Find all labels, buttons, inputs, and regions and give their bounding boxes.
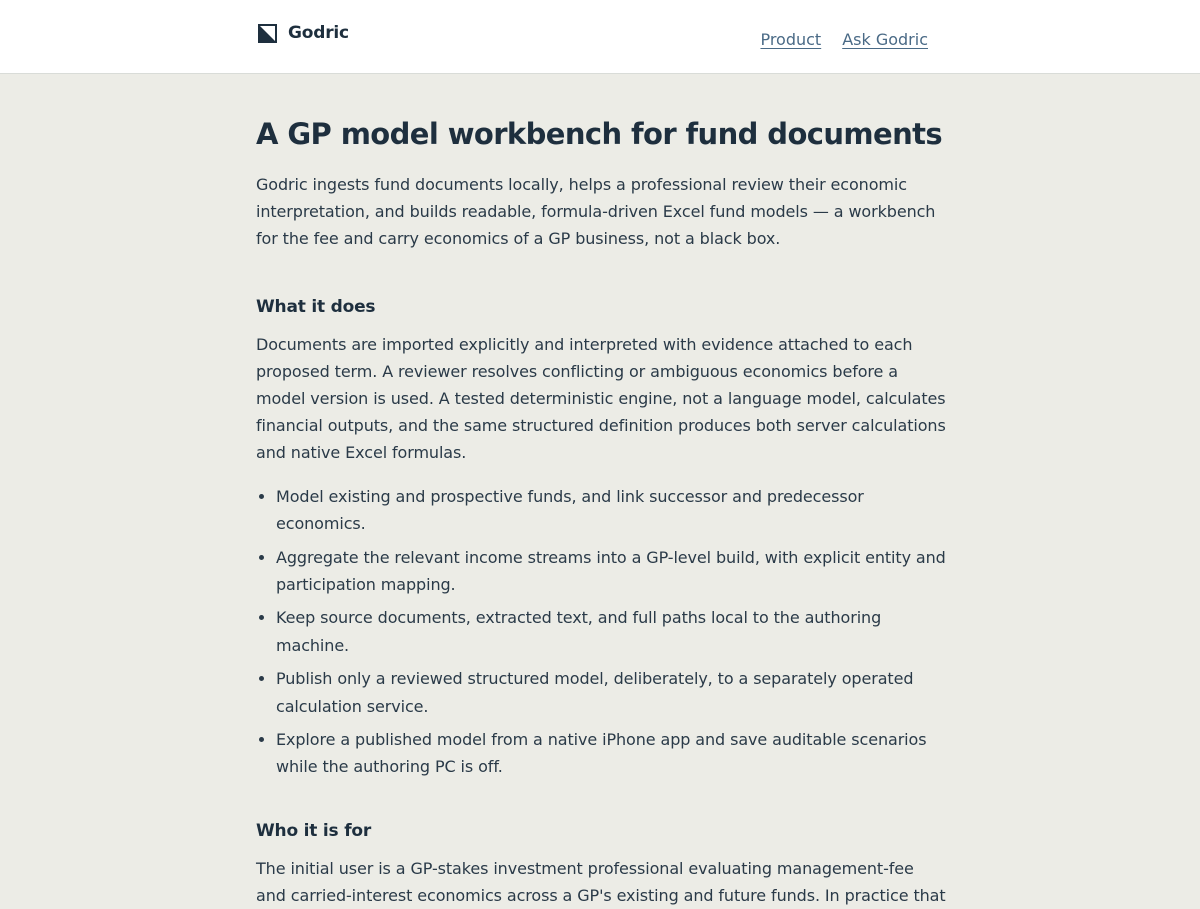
- feature-list: [256, 483, 946, 781]
- what-it-does-paragraph: Documents are imported explicitly and interpreted with evidence attached to each proposed term. A reviewer resolves conflicting or ambiguous economics before a model version is used. A tested deterministic engine, not a language model, calculates financial outputs, and the same structured definition produces both server calculations and native Excel formulas.: [256, 334, 946, 463]
- who-it-is-for-paragraph: The initial user is a GP-stakes investment professional evaluating management-fee and carried-interest economics across a GP's existing and future funds. In practice that: [256, 858, 946, 905]
- lead-paragraph: Godric ingests fund documents locally, helps a professional review their economic interpretation, and builds readable, formula-driven Excel fund models — a workbench for the fee and carry economics of a GP business, not a black box.: [256, 175, 936, 249]
- header-inner: [256, 0, 928, 74]
- section-heading-what-it-does: What it does: [256, 296, 376, 317]
- nav-link-ask-godric[interactable]: Ask Godric: [842, 30, 928, 49]
- feature-list-item: • Model existing and prospective funds, and link successor and predecessor economics.: [276, 483, 946, 537]
- feature-list-item: • Explore a published model from a native iPhone app and save auditable scenarios while the authoring PC is off.: [276, 726, 946, 780]
- godric-logo-icon: [258, 24, 277, 43]
- feature-list-item: • Publish only a reviewed structured model, deliberately, to a separately operated calculation service.: [276, 665, 946, 719]
- section-heading-who-it-is-for: Who it is for: [256, 820, 372, 841]
- top-nav: [760, 29, 928, 51]
- nav-link-product[interactable]: Product: [760, 30, 822, 49]
- site-header: [0, 0, 1200, 74]
- brand-name: Godric: [288, 23, 349, 43]
- brand-link[interactable]: [258, 23, 349, 43]
- main-content: [256, 74, 946, 909]
- feature-list-item: • Keep source documents, extracted text, and full paths local to the authoring machine.: [276, 604, 946, 658]
- feature-list-item: • Aggregate the relevant income streams into a GP-level build, with explicit entity and participation mapping.: [276, 544, 946, 598]
- page-title: A GP model workbench for fund documents: [256, 117, 943, 151]
